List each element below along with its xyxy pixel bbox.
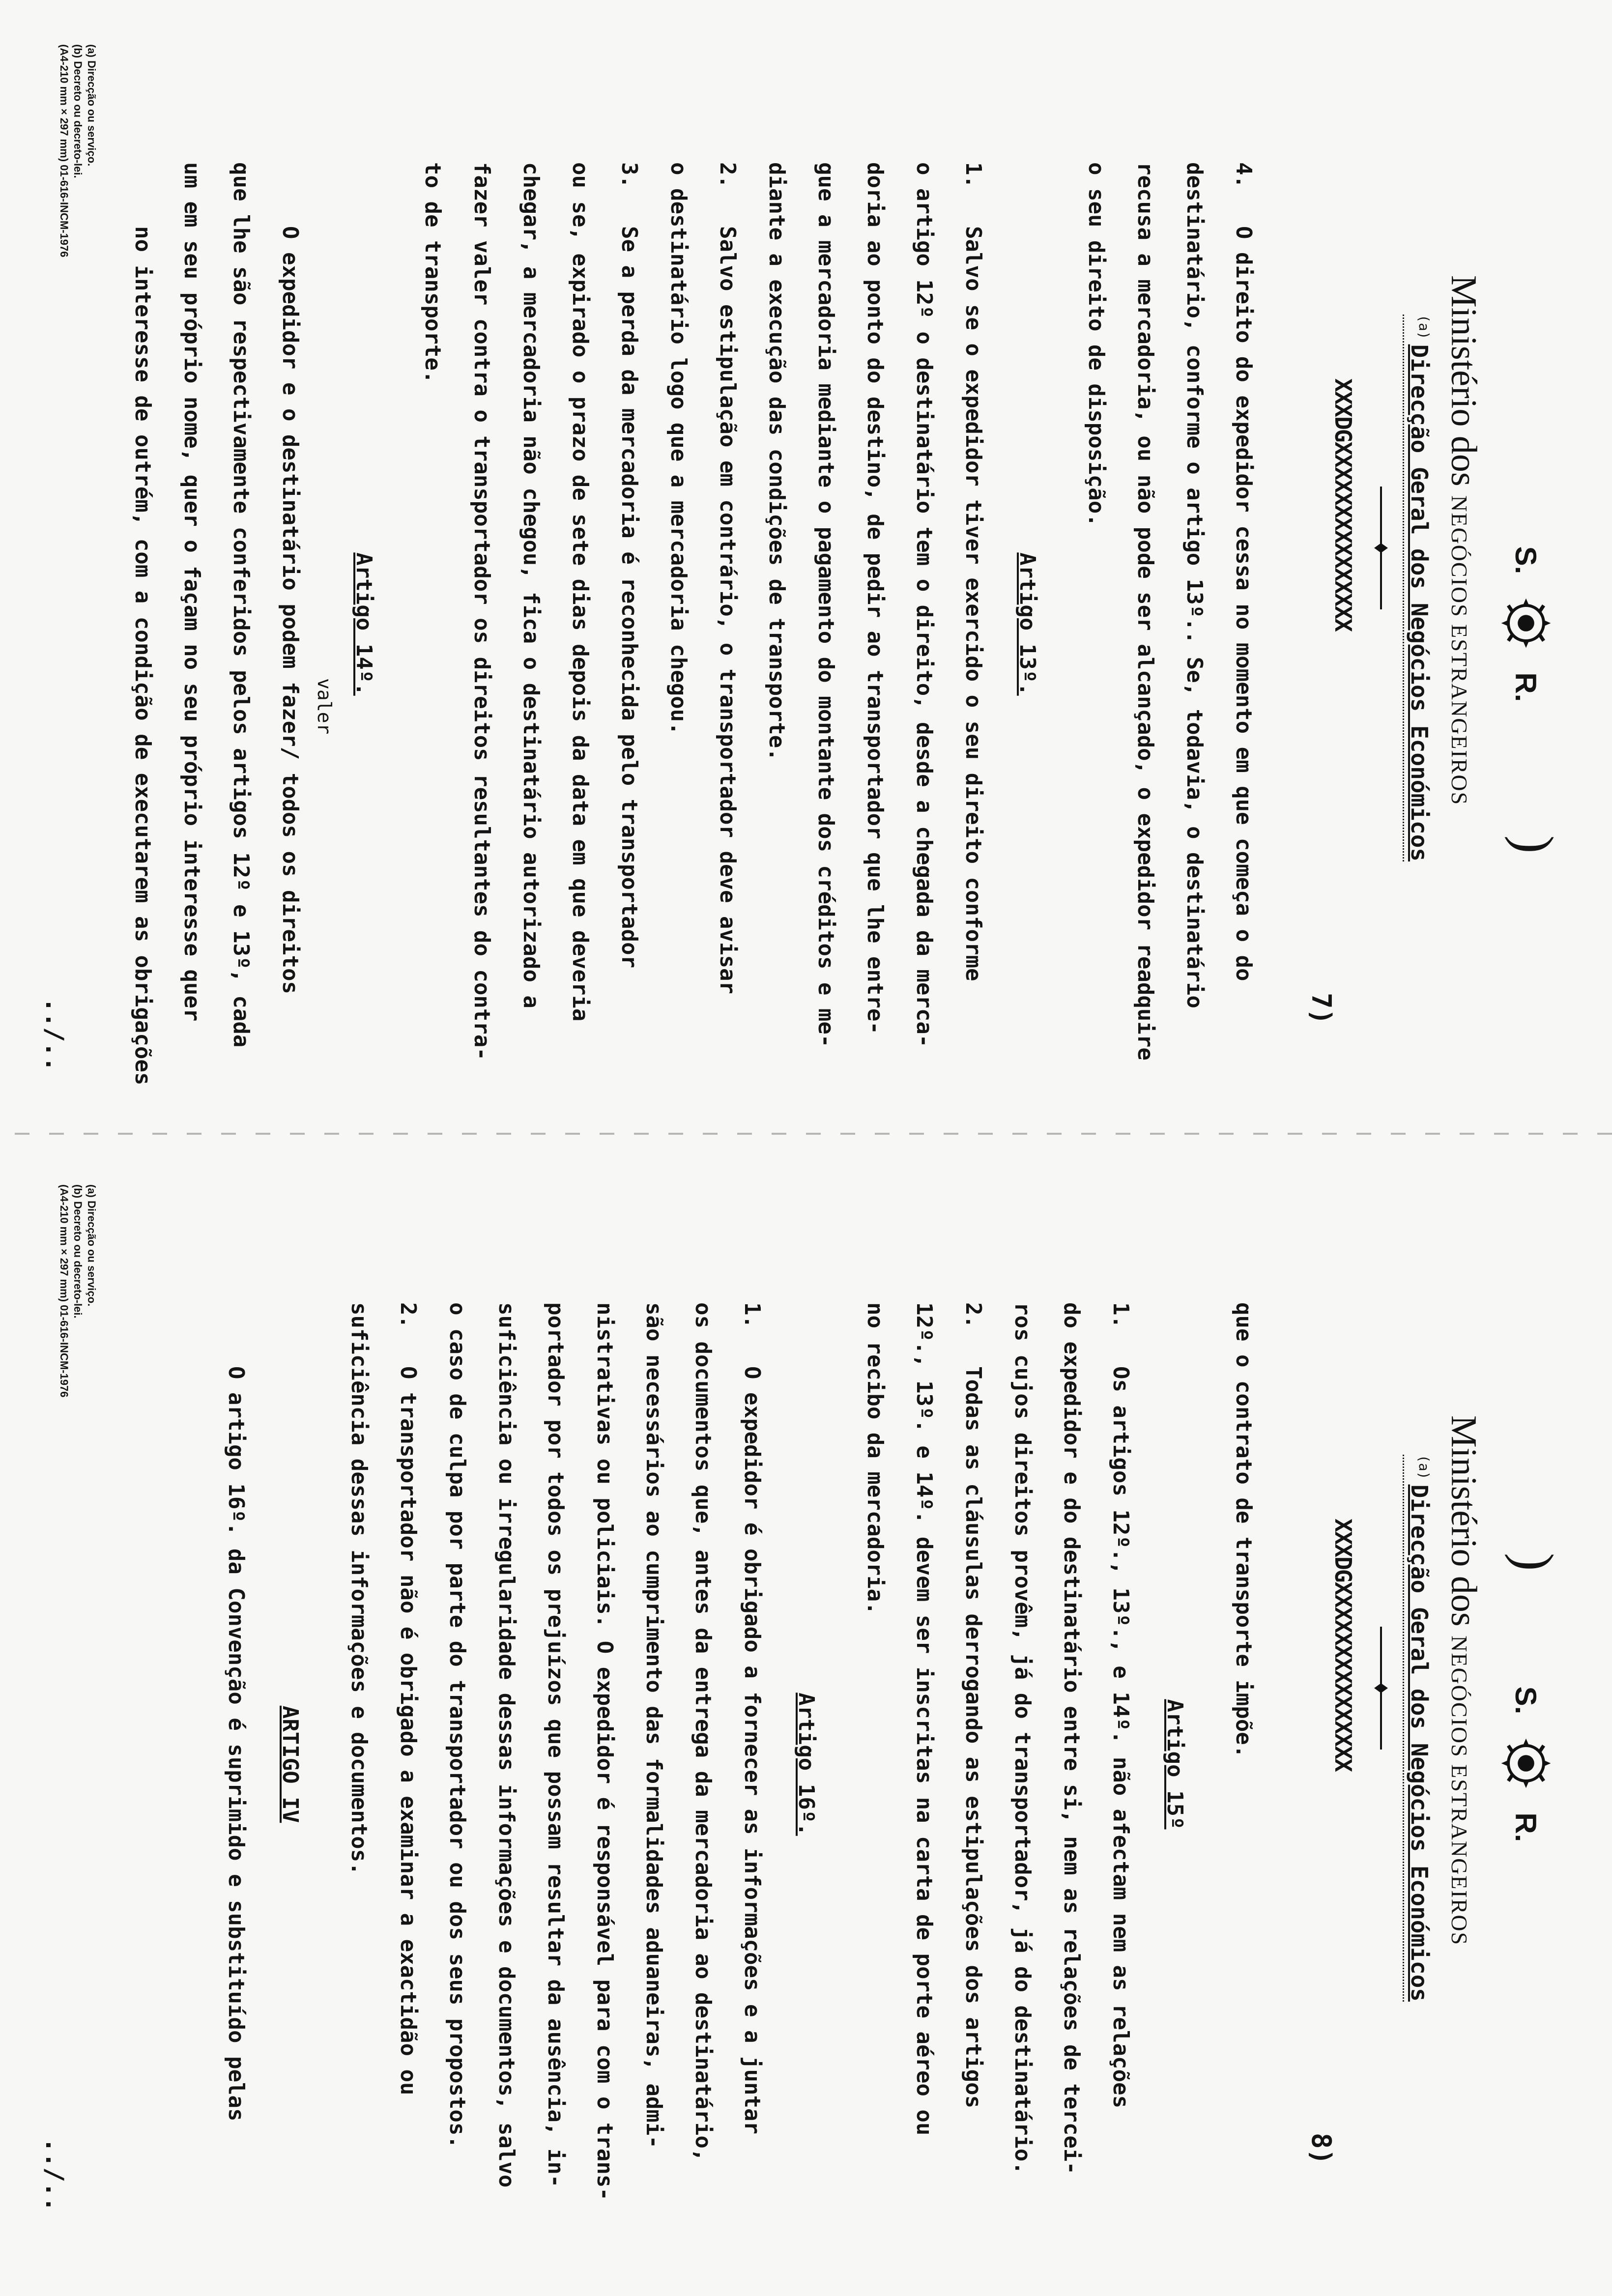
heading-artigo-16: Artigo 16º. xyxy=(794,1693,819,1836)
direction-line: $^{(a)}$Direcção Geral dos Negócios Económicos xyxy=(1403,315,1433,861)
continue-mark: ../.. xyxy=(40,2138,69,2212)
footnotes: (a) Direcção ou serviço. (b) Decreto ou decreto-lei. (A4-210 mm × 297 mm) 01-616-INCM-1976 xyxy=(58,1184,98,1398)
crest-icon xyxy=(1497,594,1555,653)
diamond-rule-icon xyxy=(1371,1627,1391,1750)
paren-mark: ) xyxy=(1504,1553,1564,1571)
text-body: 4.O direito do expedidor cessa no momento em que começa o do destinatário, conforme o artigo 13º.. Se, todavia, o destinatário recusa a mercadoria, ou não pode ser alcançado, o expedidor readquire o seu direito de disposição. Artigo 13º. 1.Salvo se o expedidor tiver exercido o seu direito conforme o artigo 12º o destinatário tem o direito, desde a chegada da merca- doria ao ponto do destino, de pedir ao transportador que lhe entre- gue a mercadoria mediante o pagamento do montante dos créditos e me- diante a execução das condições de transporte. 2.Salvo estipulação em contrário, o transportador deve avisar o destinatário logo que a mercadoria chegou. 3.Se a perda da mercadoria é reconhecida pelo transportador ou se, expirado o prazo de sete dias depois da data em que deveria chegar, a mercadoria não chegou, fica o destinatário autorizado a fazer valer contra o transportador os direitos resultantes do contra- to de transporte. Artigo 14º. valer O expedidor e o destinatário podem fazer/ todos os direitos que lhe são respectivamente conferidos pelos artigos 12º e 13º, cada um em seu próprio nome, quer o façam no seu próprio interesse quer no interesse de outrém, com a condição de executarem as obrigações xyxy=(130,162,1256,1086)
heading-artigo-15: Artigo 15º xyxy=(1162,1699,1187,1830)
crest-icon xyxy=(1497,1734,1555,1793)
state-r: R. xyxy=(1509,1812,1543,1842)
heading-artigo-14: Artigo 14º. xyxy=(351,552,376,696)
continue-mark: ../.. xyxy=(40,998,69,1072)
ministry-title: Ministério dos NEGÓCIOS ESTRANGEIROS xyxy=(1443,1415,1484,1946)
footnotes: (a) Direcção ou serviço. (b) Decreto ou decreto-lei. (A4-210 mm × 297 mm) 01-616-INCM-1976 xyxy=(58,44,98,258)
fold-line xyxy=(0,1133,1612,1135)
struck-text: XXXDGXXXXXXXXXXXXXXX xyxy=(1330,1519,1356,1771)
page-8 xyxy=(0,1140,1612,2270)
direction-line: $^{(a)}$Direcção Geral dos Negócios Económicos xyxy=(1403,1455,1433,2002)
page-number: 8) xyxy=(1306,2133,1337,2165)
state-s: S. xyxy=(1509,546,1543,574)
paren-mark: ) xyxy=(1504,835,1564,854)
state-s: S. xyxy=(1509,1686,1543,1715)
insert-word: valer xyxy=(314,678,335,735)
state-seal xyxy=(1494,1651,1558,1877)
diamond-rule-icon xyxy=(1371,487,1391,609)
state-r: R. xyxy=(1509,672,1543,702)
heading-artigo-iv: ARTIGO IV xyxy=(278,1705,303,1823)
heading-artigo-13: Artigo 13º. xyxy=(1015,552,1040,696)
ministry-title: Ministério dos NEGÓCIOS ESTRANGEIROS xyxy=(1443,275,1484,806)
state-seal xyxy=(1494,511,1558,737)
struck-text: XXXDGXXXXXXXXXXXXXXX xyxy=(1330,378,1356,631)
page-number: 7) xyxy=(1306,993,1337,1025)
text-body: que o contrato de transporte impõe. Artigo 15º 1.Os artigos 12º., 13º., e 14º. não afectam nem as relações do expedidor e do destinatário entre si, nem as relações de tercei- ros cujos direitos provêm, já do transportador, já do destinatário. 2.Todas as cláusulas derrogando as estipulações dos artigos 12º., 13º. e 14º. devem ser inscritas na carta de porte aéreo ou no recibo da mercadoria. Artigo 16º. 1.O expedidor é obrigado a fornecer as informações e a juntar os documentos que, antes da entrega da mercadoria ao destinatário, são necessários ao cumprimento das formalidades aduaneiras, admi- nistrativas ou policiais. O expedidor é responsável para com o trans- portador por todos os prejuízos que possam resultar da ausência, in- suficiência ou irregularidade dessas informações e documentos, salvo o caso de culpa por parte do transportador ou dos seus propostos. 2.O transportador não é obrigado a examinar a exactidão ou suficiência dessas informações e documentos. ARTIGO IV O artigo 16º. da Convenção é suprimido e substituído pelas xyxy=(211,1302,1268,2226)
page-7 xyxy=(0,0,1612,1130)
